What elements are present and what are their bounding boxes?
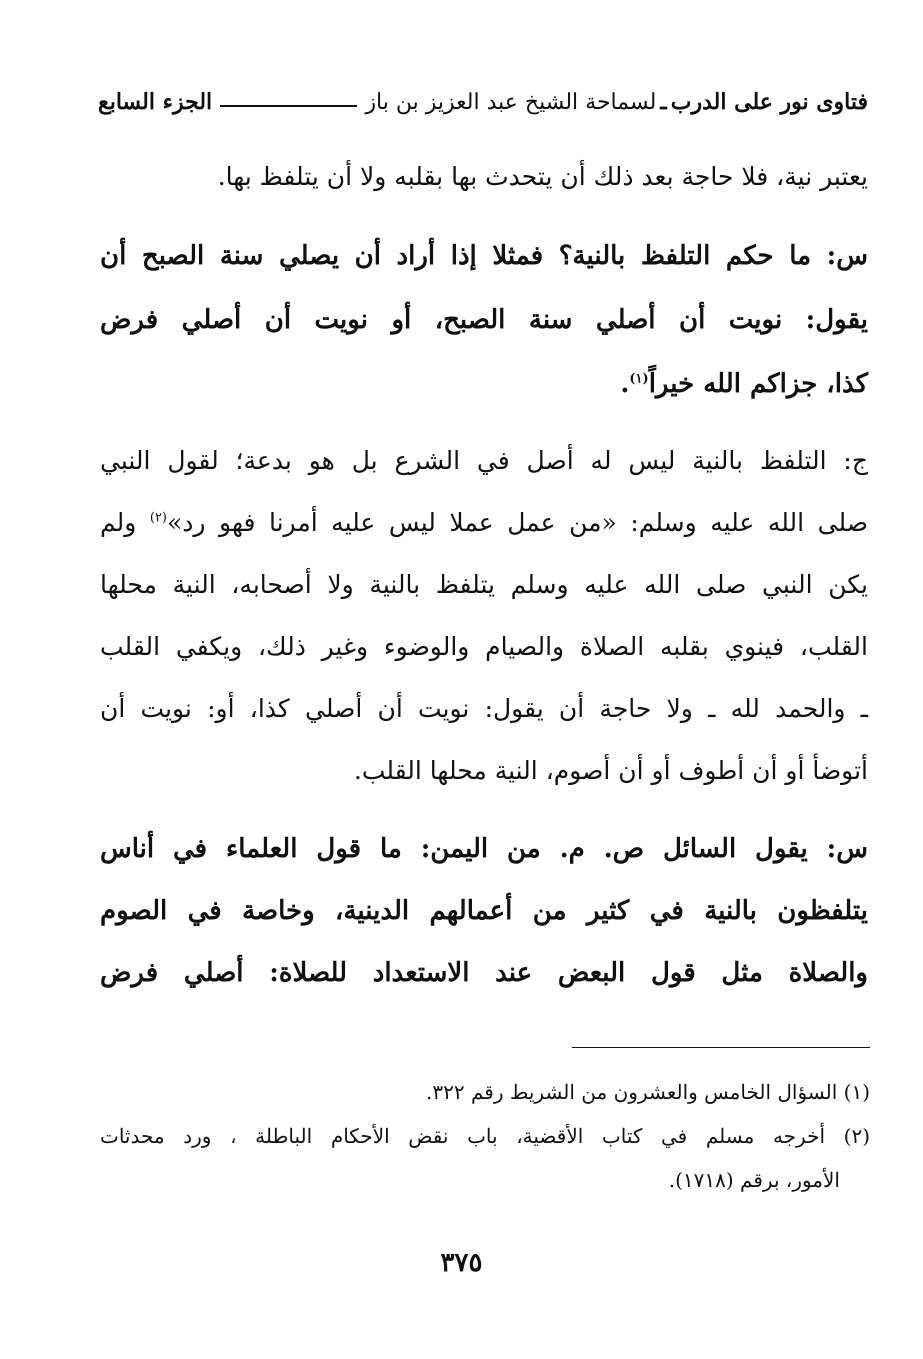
footnotes (100, 1070, 870, 1202)
footnote-ref-1: (١) (629, 371, 649, 387)
footnote-line: (٢) أخرجه مسلم في كتاب الأقضية، باب نقض الأحكام الباطلة ، ورد محدثات (100, 1124, 870, 1148)
answer-line: ـ والحمد لله ـ ولا حاجة أن يقول: نويت أن أصلي كذا، أو: نويت أن (100, 694, 868, 723)
question-2-line: يتلفظون بالنية في كثير من أعمالهم الدينية، وخاصة في الصوم (100, 896, 868, 926)
scholar-name: لسماحة الشيخ عبد العزيز بن باز (365, 89, 657, 115)
answer-line-text: ولم (100, 508, 150, 537)
footnote-ref-2: (٢) (149, 510, 167, 526)
header-rule (220, 105, 357, 107)
answer-1 (100, 430, 868, 802)
header-dash: ـ (660, 89, 667, 115)
question-1-period: . (620, 369, 630, 399)
footnote-2 (100, 1114, 870, 1202)
footnote-line: الأمور، برقم (١٧١٨). (668, 1168, 840, 1192)
question-1-line-text: كذا، جزاكم الله خيراً (648, 369, 868, 399)
answer-line: أتوضأ أو أن أطوف أو أن أصوم، النية محلها القلب. (353, 756, 868, 785)
book-title: فتاوى نور على الدرب (670, 89, 868, 115)
answer-line-with-ref (100, 492, 868, 554)
footnote-line: (١) السؤال الخامس والعشرون من الشريط رقم ٣٢٢. (426, 1080, 870, 1104)
question-1-line: يقول: نويت أن أصلي سنة الصبح، أو نويت أن أصلي فرض (100, 305, 868, 335)
answer-line: القلب، فينوي بقلبه الصلاة والصيام والوضوء وغير ذلك، ويكفي القلب (100, 632, 868, 661)
page-number: ٣٧٥ (440, 1248, 483, 1278)
running-header (98, 82, 868, 122)
continuation-paragraph (100, 152, 868, 202)
volume-label: الجزء السابع (98, 89, 213, 115)
footnote-separator (572, 1047, 870, 1048)
question-1-line: س: ما حكم التلفظ بالنية؟ فمثلا إذا أراد أن يصلي سنة الصبح أن (100, 241, 868, 271)
answer-line: يكن النبي صلى الله عليه وسلم يتلفظ بالنية ولا أصحابه، النية محلها (100, 570, 868, 599)
question-1 (100, 224, 868, 416)
answer-line-text: صلى الله عليه وسلم: «من عمل عملا ليس عليه أمرنا فهو رد» (167, 508, 868, 537)
footnote-1 (100, 1070, 870, 1114)
answer-line: ج: التلفظ بالنية ليس له أصل في الشرع بل هو بدعة؛ لقول النبي (100, 446, 868, 475)
question-2 (100, 818, 868, 1004)
continuation-line: يعتبر نية، فلا حاجة بعد ذلك أن يتحدث بها بقلبه ولا أن يتلفظ بها. (217, 162, 868, 191)
question-2-line: س: يقول السائل ص. م. من اليمن: ما قول العلماء في أناس (100, 834, 868, 864)
question-2-line: والصلاة مثل قول البعض عند الاستعداد للصلاة: أصلي فرض (100, 958, 868, 988)
question-1-last-line (100, 352, 868, 416)
